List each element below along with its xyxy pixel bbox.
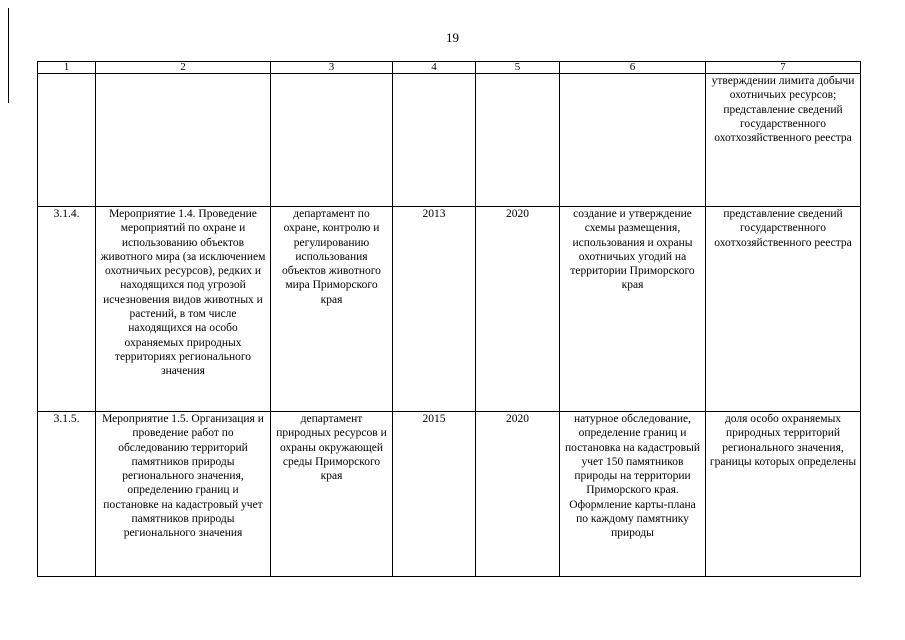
start-year-cell: 2013: [393, 207, 476, 412]
expected-result-cell: создание и утверждение схемы размещения, использования и охраны охотничьих угодий на территории Приморского края: [560, 207, 706, 412]
table-row-3-1-4: [38, 207, 861, 412]
column-number-6: 6: [560, 62, 706, 74]
start-year-cell: [393, 74, 476, 207]
column-number-2: 2: [96, 62, 271, 74]
column-number-5: 5: [476, 62, 560, 74]
end-year-cell: [476, 74, 560, 207]
table-row-continuation: [38, 74, 861, 207]
responsible-executor-cell: департамент по охране, контролю и регулированию использования объектов животного мира Приморского края: [271, 207, 393, 412]
column-number-3: 3: [271, 62, 393, 74]
table-row-3-1-5: [38, 412, 861, 577]
column-number-7: 7: [706, 62, 861, 74]
indicator-link-cell: утверждении лимита добычи охотничьих ресурсов; представление сведений государственного охотхозяйственного реестра: [706, 74, 861, 207]
indicator-link-cell: представление сведений государственного охотхозяйственного реестра: [706, 207, 861, 412]
page-number: 19: [446, 30, 459, 45]
responsible-executor-cell: департамент природных ресурсов и охраны окружающей среды Приморского края: [271, 412, 393, 577]
row-index-cell: 3.1.5.: [38, 412, 96, 577]
start-year-cell: 2015: [393, 412, 476, 577]
row-index-cell: [38, 74, 96, 207]
end-year-cell: 2020: [476, 207, 560, 412]
measure-name-cell: Мероприятие 1.5. Организация и проведение работ по обследованию территорий памятников природы регионального значения, определению границ и постановке на кадастровый учет памятников природы регионального значения: [96, 412, 271, 577]
end-year-cell: 2020: [476, 412, 560, 577]
measure-name-cell: Мероприятие 1.4. Проведение мероприятий по охране и использованию объектов животного мира (за исключением охотничьих ресурсов), редких и находящихся под угрозой исчезновения видов животных и растений, в том числе находящихся на особо охраняемых природных территориях регионального значения: [96, 207, 271, 412]
measure-name-cell: [96, 74, 271, 207]
indicator-link-cell: доля особо охраняемых природных территорий регионального значения, границы которых определены: [706, 412, 861, 577]
column-number-row: [38, 62, 861, 74]
row-index-cell: 3.1.4.: [38, 207, 96, 412]
expected-result-cell: натурное обследование, определение границ и постановка на кадастровый учет 150 памятников природы на территории Приморского края. Оформление карты-плана по каждому памятнику природы: [560, 412, 706, 577]
expected-result-cell: [560, 74, 706, 207]
program-measures-table: [37, 61, 861, 577]
binding-margin-line: [8, 8, 9, 103]
responsible-executor-cell: [271, 74, 393, 207]
column-number-1: 1: [38, 62, 96, 74]
column-number-4: 4: [393, 62, 476, 74]
